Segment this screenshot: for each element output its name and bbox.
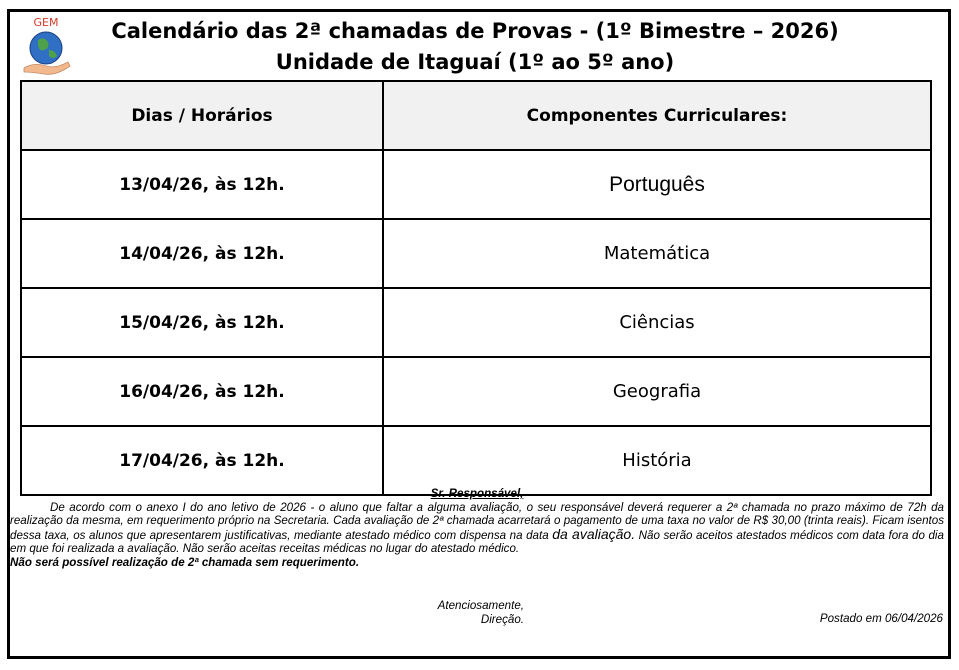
- table-row: [21, 150, 931, 219]
- row-day: 16/04/26, às 12h.: [21, 357, 383, 426]
- page-title: [80, 16, 870, 78]
- school-logo: [16, 14, 76, 78]
- title-line-1: Calendário das 2ª chamadas de Provas - (1º Bimestre – 2026): [111, 19, 839, 43]
- table-row: [21, 288, 931, 357]
- closing-text: Atenciosamente,: [437, 599, 524, 612]
- col-header-subjects: Componentes Curriculares:: [383, 81, 931, 150]
- table-row: [21, 219, 931, 288]
- notice-paragraph: [10, 501, 944, 556]
- row-day: 17/04/26, às 12h.: [21, 426, 383, 495]
- posted-date: Postado em 06/04/2026: [819, 612, 943, 625]
- globe-hand-icon: [16, 14, 76, 78]
- notice-text-part1: De acordo com o anexo I do ano letivo de 2026 - o aluno que faltar a alguma avaliação, o seu responsável deverá requerer a 2ª chamada no prazo máximo de 72h da realização da mesma, em requerimento próprio na Secretaria. Cada avaliação de 2ª chamada acarretará o pagamento de uma taxa no valor de R$ 30,00 (trinta reais). Ficam isentos dessa taxa, os alunos que apresentarem justificativas, mediante atestado médico com dispensa na data: [10, 500, 944, 542]
- row-subject: História: [383, 426, 931, 495]
- signature-text: Direção.: [480, 613, 524, 626]
- signature-block: [380, 599, 524, 627]
- row-day: 13/04/26, às 12h.: [21, 150, 383, 219]
- logo-text: GEM: [33, 16, 59, 29]
- table-row: [21, 357, 931, 426]
- row-subject: Ciências: [383, 288, 931, 357]
- notice-requirement: Não será possível realização de 2ª chamada sem requerimento.: [10, 555, 360, 569]
- row-day: 14/04/26, às 12h.: [21, 219, 383, 288]
- table-row: [21, 426, 931, 495]
- notice-text-part2: Não serão aceitos atestados médicos com data fora do dia em que foi realizada a avaliação. Não serão aceitas receitas médicas no lugar do atestado médico.: [10, 528, 944, 555]
- row-subject: Matemática: [383, 219, 931, 288]
- col-header-days: Dias / Horários: [21, 81, 383, 150]
- schedule-table: [20, 80, 932, 496]
- title-line-2: Unidade de Itaguaí (1º ao 5º ano): [275, 50, 675, 74]
- row-subject: Português: [383, 150, 931, 219]
- row-day: 15/04/26, às 12h.: [21, 288, 383, 357]
- notice-block: [10, 487, 944, 569]
- notice-salutation: Sr. Responsável,: [430, 487, 524, 500]
- notice-text-emphasis: da avaliação.: [552, 525, 636, 542]
- row-subject: Geografia: [383, 357, 931, 426]
- table-header-row: [21, 81, 931, 150]
